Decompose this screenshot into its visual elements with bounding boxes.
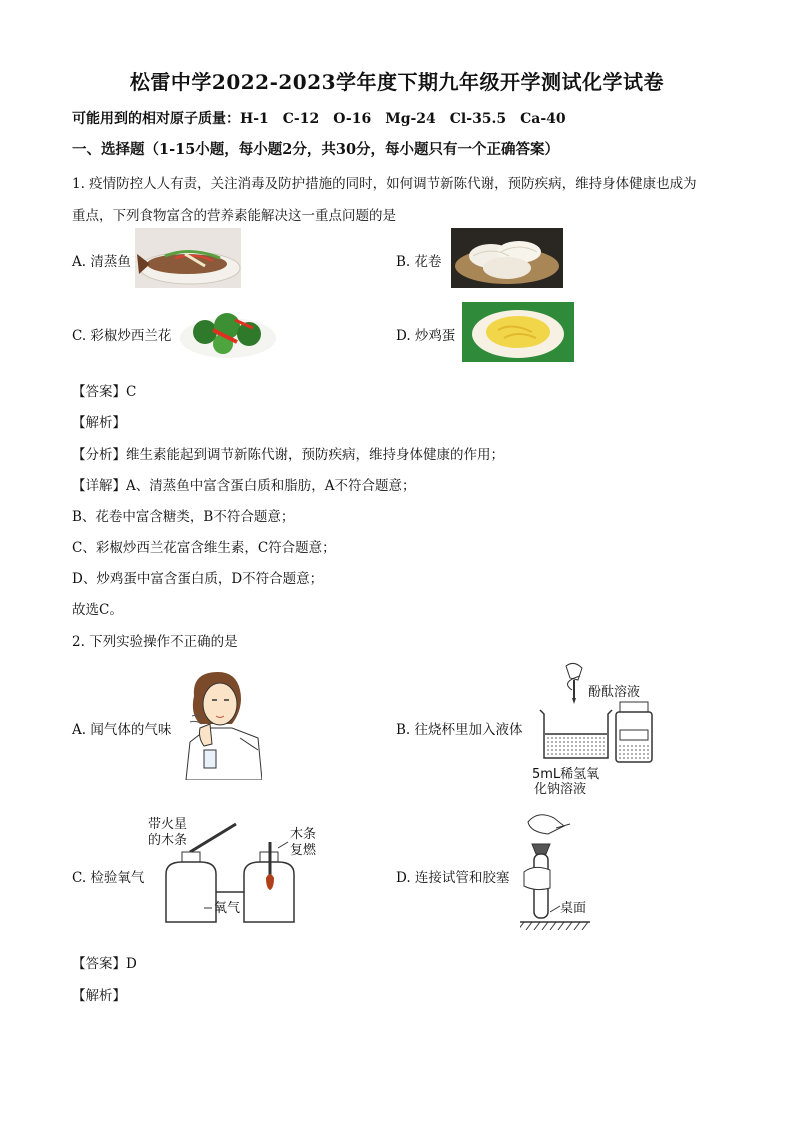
q1-fenxi: 【分析】维生素能起到调节新陈代谢，预防疾病，维持身体健康的作用；	[72, 447, 504, 463]
q1-detail-a: 【详解】A、清蒸鱼中富含蛋白质和脂肪，A不符合题意；	[72, 478, 416, 494]
q1-option-c: C. 彩椒炒西兰花	[72, 328, 172, 344]
q2-stem: 2. 下列实验操作不正确的是	[72, 634, 238, 650]
naoh-label-line1: 5mL稀氢氧	[532, 767, 600, 782]
desk-label: 桌面	[560, 901, 587, 916]
atomic-mass-line: 可能用到的相对原子质量：H-1 C-12 O-16 Mg-24 Cl-35.5 Ca-40	[72, 111, 566, 127]
phenolphthalein-label: 酚酞溶液	[588, 685, 641, 700]
splint-label-line2: 的木条	[148, 833, 188, 848]
q1-analysis-label: 【解析】	[72, 415, 126, 431]
oxygen-test-figure	[144, 812, 334, 928]
relight-label-line1: 木条	[290, 827, 317, 842]
q2-option-c: C. 检验氧气	[72, 870, 145, 886]
q1-detail-c: C、彩椒炒西兰花富含维生素，C符合题意；	[72, 540, 336, 556]
relight-label-line2: 复燃	[290, 843, 317, 858]
pepper-broccoli-image	[175, 302, 281, 362]
q1-option-a: A. 清蒸鱼	[72, 254, 131, 270]
flower-roll-image	[451, 228, 563, 288]
q1-option-b: B. 花卷	[396, 254, 442, 270]
naoh-label-line2: 化钠溶液	[534, 782, 587, 796]
q1-stem-line2: 重点，下列食物富含的营养素能解决这一重点问题的是	[72, 208, 396, 224]
q2-option-a: A. 闻气体的气味	[72, 722, 172, 738]
q1-answer: 【答案】C	[72, 384, 137, 400]
q2-analysis-label: 【解析】	[72, 988, 126, 1004]
splint-label-line1: 带火星	[148, 817, 188, 832]
beaker-adding-liquid-figure	[530, 660, 670, 796]
steamed-fish-image	[135, 228, 241, 288]
oxygen-label: 氧气	[214, 901, 241, 916]
page-title: 松雷中学2022-2023学年度下期九年级开学测试化学试卷	[129, 70, 665, 94]
q2-option-d: D. 连接试管和胶塞	[396, 870, 510, 886]
q1-stem-line1: 1. 疫情防控人人有责，关注消毒及防护措施的同时，如何调节新陈代谢，预防疾病，维持身体健康也成为	[72, 176, 697, 192]
q2-option-b: B. 往烧杯里加入液体	[396, 722, 523, 738]
q2-answer: 【答案】D	[72, 956, 137, 972]
connect-tube-stopper-figure	[520, 808, 620, 938]
q1-option-d: D. 炒鸡蛋	[396, 328, 456, 344]
scrambled-egg-image	[462, 302, 574, 362]
q1-detail-b: B、花卷中富含糖类，B不符合题意；	[72, 509, 295, 525]
smelling-gas-figure	[178, 668, 262, 780]
section-heading: 一、选择题（1-15小题，每小题2分，共30分，每小题只有一个正确答案）	[72, 141, 560, 158]
q1-conclusion: 故选C。	[72, 602, 123, 618]
q1-detail-d: D、炒鸡蛋中富含蛋白质，D不符合题意；	[72, 571, 324, 587]
